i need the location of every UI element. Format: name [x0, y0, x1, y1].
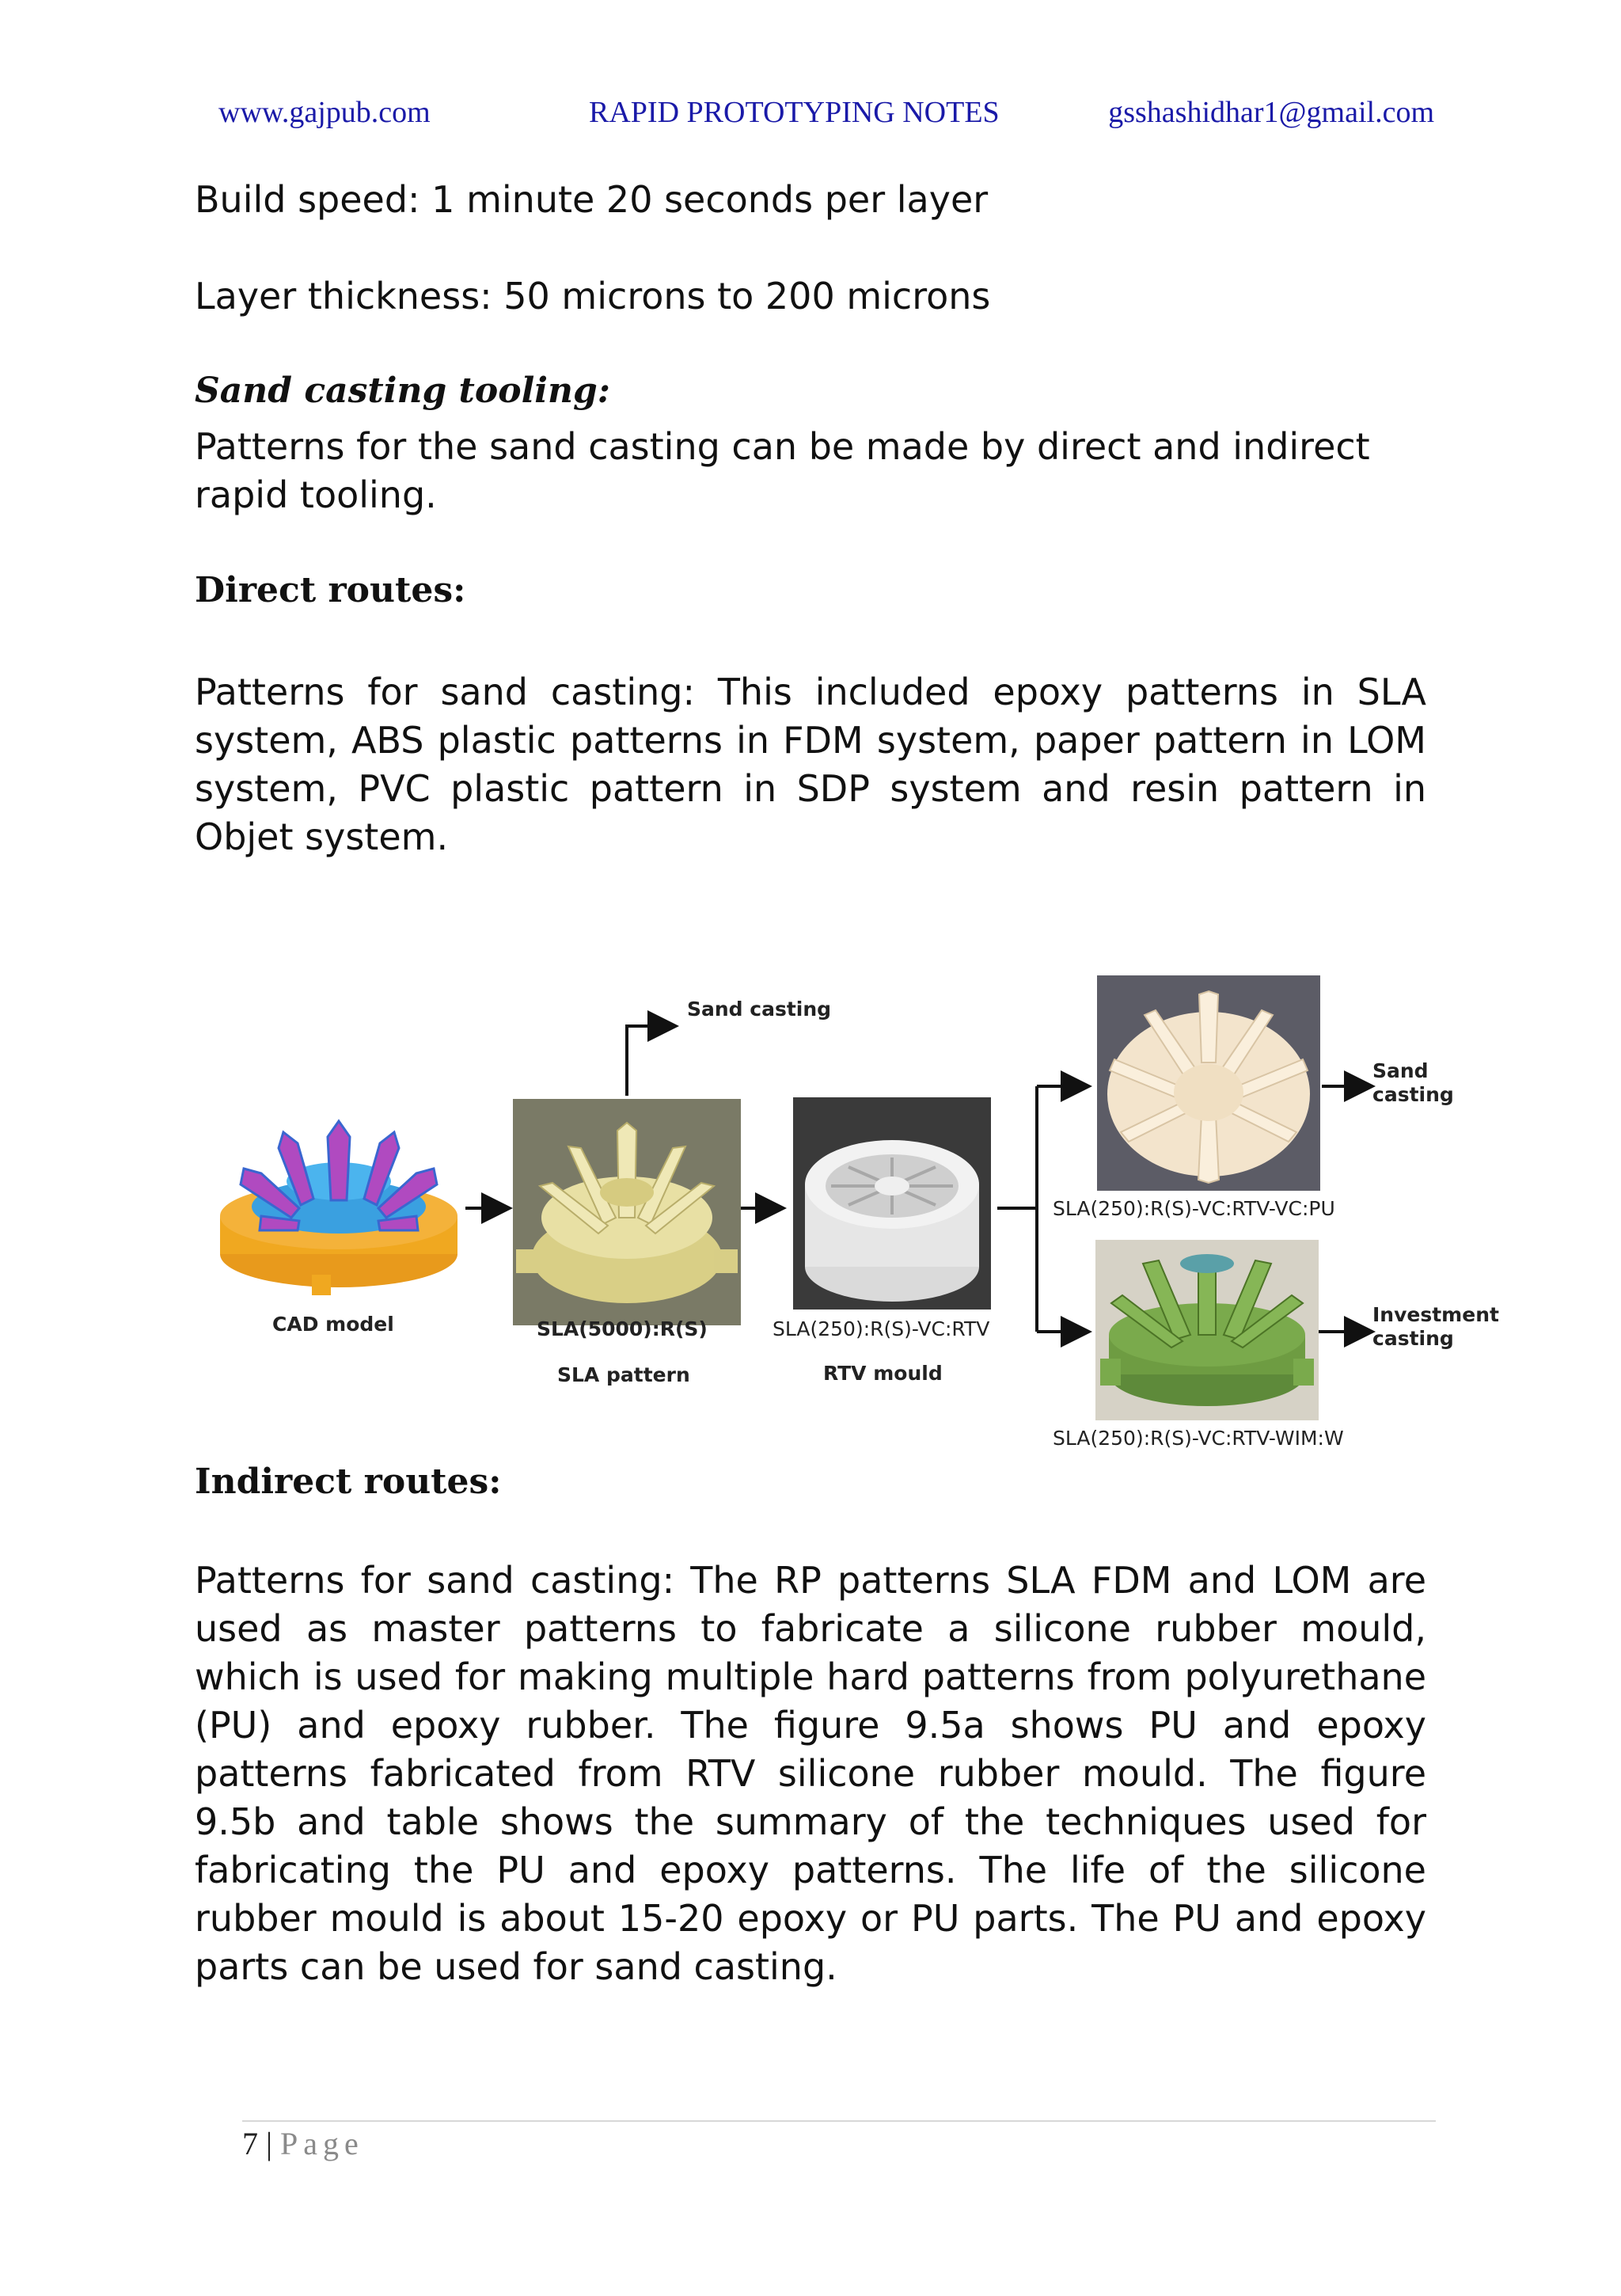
direct-routes-heading: Direct routes: — [195, 570, 466, 610]
label-wim-code: SLA(250):R(S)-VC:RTV-WIM:W — [1053, 1427, 1344, 1450]
pu-pattern-image — [1097, 975, 1320, 1191]
label-sla-code: SLA(5000):R(S) — [537, 1317, 708, 1340]
epoxy-pattern-image — [1095, 1240, 1319, 1420]
label-cad-model: CAD model — [272, 1313, 394, 1336]
page-footer — [242, 2125, 364, 2162]
label-sand-casting-top: Sand casting — [687, 998, 832, 1021]
page-number: 7 — [242, 2126, 258, 2161]
indirect-routes-paragraph: Patterns for sand casting: The RP patterns SLA FDM and LOM are used as master patterns to fabricate a silicone rubber mould, which is used for making multiple hard patterns from polyurethane (PU) and epoxy rubber. The figure 9.5a shows PU and epoxy patterns fabricated from RTV silicone rubber mould. The figure 9.5b and table shows the summary of the techniques used for fabricating the PU and epoxy patterns. The life of the silicone rubber mould is about 15-20 epoxy or PU parts. The PU and epoxy parts can be used for sand casting. — [195, 1559, 1426, 1988]
sand-casting-heading: Sand casting tooling: — [195, 371, 610, 411]
header-email[interactable]: gsshashidhar1@gmail.com — [1108, 96, 1434, 129]
label-pu-code: SLA(250):R(S)-VC:RTV-VC:PU — [1053, 1197, 1335, 1220]
sla-pattern-image — [513, 1099, 741, 1325]
footer-divider — [242, 2120, 1436, 2122]
page-header — [218, 95, 1434, 139]
indirect-routes-heading: Indirect routes: — [195, 1462, 502, 1502]
label-sla-pattern: SLA pattern — [557, 1363, 690, 1386]
label-investment-casting: Investment casting — [1372, 1303, 1499, 1350]
label-rtv-mould: RTV mould — [823, 1362, 943, 1385]
header-title: RAPID PROTOTYPING NOTES — [589, 96, 1000, 129]
label-sand-casting-right: Sand casting — [1372, 1059, 1454, 1106]
cad-model-image — [212, 1105, 465, 1303]
header-website[interactable]: www.gajpub.com — [218, 96, 431, 129]
rtv-mould-image — [793, 1097, 991, 1310]
sand-casting-paragraph: Patterns for the sand casting can be made by direct and indirect rapid tooling. — [195, 425, 1370, 516]
layer-thickness-line: Layer thickness: 50 microns to 200 microns — [195, 275, 991, 317]
sand-casting-flow-figure — [206, 971, 1512, 1462]
footer-separator: | — [266, 2126, 273, 2161]
page-word: Page — [280, 2126, 364, 2161]
build-speed-line: Build speed: 1 minute 20 seconds per layer — [195, 178, 989, 221]
label-rtv-code: SLA(250):R(S)-VC:RTV — [773, 1317, 990, 1340]
direct-routes-paragraph: Patterns for sand casting: This included epoxy patterns in SLA system, ABS plastic patterns in FDM system, paper pattern in LOM system, PVC plastic pattern in SDP system and resin pattern in Objet system. — [195, 671, 1426, 858]
